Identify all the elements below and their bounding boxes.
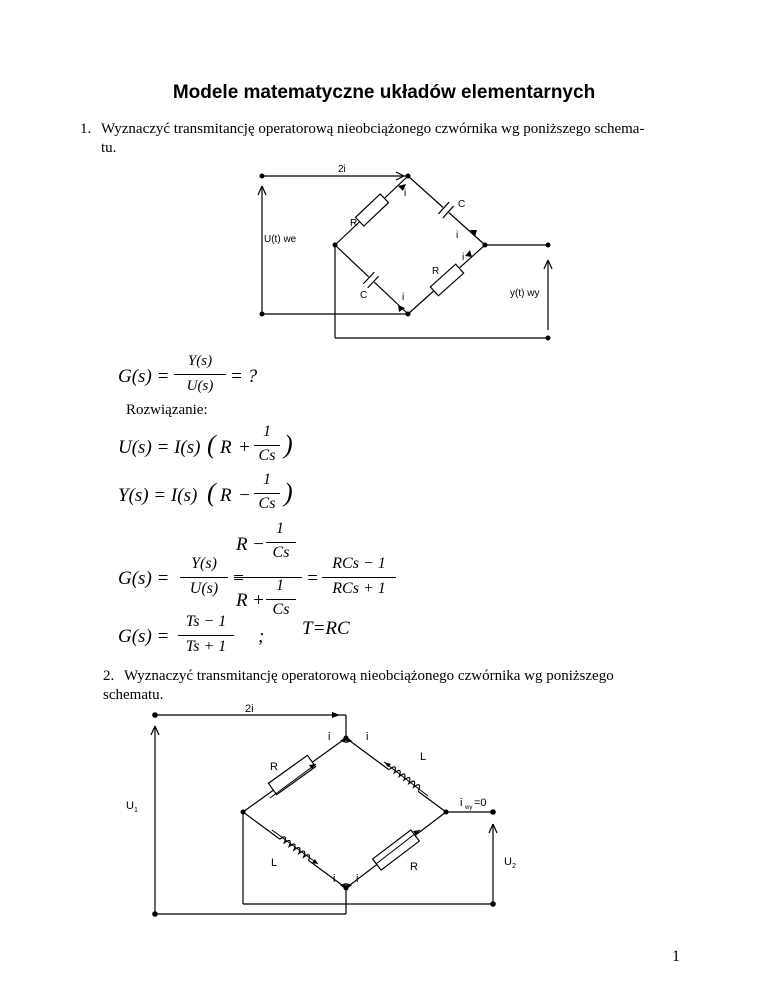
circuit-2-u1-sub: 1 bbox=[134, 807, 138, 814]
eq-g-num-one: 1 bbox=[276, 520, 284, 537]
eq-y-cs: Cs bbox=[258, 495, 276, 512]
circuit-1-c-upper: C bbox=[458, 199, 466, 210]
circuit-1-i-3: i bbox=[462, 252, 465, 263]
eq-g-question-num: Y(s) bbox=[187, 353, 213, 369]
eq-y-one: 1 bbox=[263, 471, 271, 488]
eq-g-ys: Y(s) bbox=[191, 555, 217, 572]
task-1-line-1: Wyznaczyć transmitancję operatorową nieobciążonego czwórnika wg poniższego schema- bbox=[101, 121, 645, 137]
eq-ts-minus-1: Ts − 1 bbox=[185, 613, 227, 630]
page-title: Modele matematyczne układów elementarnych bbox=[172, 82, 596, 103]
circuit-2-l-lower: L bbox=[271, 857, 278, 869]
circuit-2-i-bot-left: i bbox=[333, 873, 336, 885]
eq-g-question-lhs: G(s) = bbox=[118, 366, 170, 387]
eq-y-minus: − bbox=[238, 485, 251, 506]
eq-u-lhs: U(s) = I(s) bbox=[118, 437, 201, 458]
circuit-2-r-lower: R bbox=[410, 861, 418, 873]
circuit-1-r-upper: R bbox=[350, 218, 358, 229]
paren-close: ) bbox=[284, 430, 293, 459]
task-2-line-1: Wyznaczyć transmitancję operatorową nieobciążonego czwórnika wg poniższego bbox=[124, 668, 614, 684]
eq-g-num-minus: − bbox=[252, 534, 265, 555]
circuit-1-input-label: U(t) we bbox=[264, 234, 297, 245]
eq-g-lhs: G(s) = bbox=[118, 568, 170, 589]
circuit-2-i-top-left: i bbox=[328, 731, 331, 743]
circuit-2-top-current: 2i bbox=[245, 703, 254, 715]
eq-u-plus: + bbox=[238, 437, 251, 458]
eq-g-rcs-plus-1: RCs + 1 bbox=[332, 580, 386, 597]
eq-y-lhs: Y(s) = I(s) bbox=[118, 485, 198, 506]
circuit-2-r-upper: R bbox=[270, 761, 278, 773]
circuit-1-i-4: i bbox=[402, 292, 405, 303]
circuit-2-i-bot-right: i bbox=[356, 873, 359, 885]
circuit-1-i-1: i bbox=[404, 188, 407, 199]
circuit-2-u2: U bbox=[504, 856, 512, 868]
circuit-2-l-upper: L bbox=[420, 751, 427, 763]
eq-g-num-cs: Cs bbox=[272, 544, 290, 561]
eq-y-r: R bbox=[220, 485, 232, 506]
circuit-2-i-out-sub: wy bbox=[465, 805, 473, 811]
paren-open: ( bbox=[207, 478, 216, 507]
task-1-number: 1. bbox=[80, 121, 92, 137]
circuit-2-u2-sub: 2 bbox=[512, 863, 516, 870]
circuit-1-i-2: i bbox=[456, 230, 459, 241]
eq-g-den-one: 1 bbox=[276, 577, 284, 594]
eq-g-question-rhs: = ? bbox=[230, 366, 258, 387]
eq-ts-plus-1: Ts + 1 bbox=[185, 638, 227, 655]
eq-t-lhs: G(s) = bbox=[118, 626, 170, 647]
circuit-1-r-lower: R bbox=[432, 266, 440, 277]
eq-g-us: U(s) bbox=[189, 580, 219, 597]
eq-g-den-r: R bbox=[236, 590, 248, 611]
eq-g-question-den: U(s) bbox=[186, 378, 214, 394]
task-2-line-2: schematu. bbox=[103, 687, 164, 703]
eq-g-den-cs: Cs bbox=[272, 601, 290, 618]
eq-g-rcs-minus-1: RCs − 1 bbox=[332, 555, 386, 572]
paren-open: ( bbox=[207, 430, 216, 459]
eq-g-eq-1: = bbox=[232, 568, 245, 589]
task-2-number: 2. bbox=[103, 668, 115, 684]
circuit-2-i-top-right: i bbox=[366, 731, 369, 743]
circuit-1-top-current: 2i bbox=[338, 164, 346, 175]
circuit-1-c-lower: C bbox=[360, 290, 368, 301]
eq-u-r: R bbox=[220, 437, 232, 458]
circuit-2-u1: U bbox=[126, 800, 134, 812]
circuit-1-output-label: y(t) wy bbox=[510, 288, 540, 299]
page-number: 1 bbox=[672, 948, 680, 965]
solution-label: Rozwiązanie: bbox=[126, 402, 208, 418]
eq-t-rc: T=RC bbox=[302, 618, 350, 639]
eq-semicolon: ; bbox=[258, 626, 265, 647]
task-1-line-2: tu. bbox=[101, 140, 117, 156]
circuit-2-i-out-val: =0 bbox=[474, 797, 487, 809]
eq-g-num-r: R bbox=[236, 534, 248, 555]
eq-g-eq-2: = bbox=[306, 568, 319, 589]
eq-g-den-plus: + bbox=[252, 590, 265, 611]
eq-u-one: 1 bbox=[263, 423, 271, 440]
paren-close: ) bbox=[284, 478, 293, 507]
circuit-2-i-out: i bbox=[460, 797, 463, 809]
eq-u-cs: Cs bbox=[258, 447, 276, 464]
